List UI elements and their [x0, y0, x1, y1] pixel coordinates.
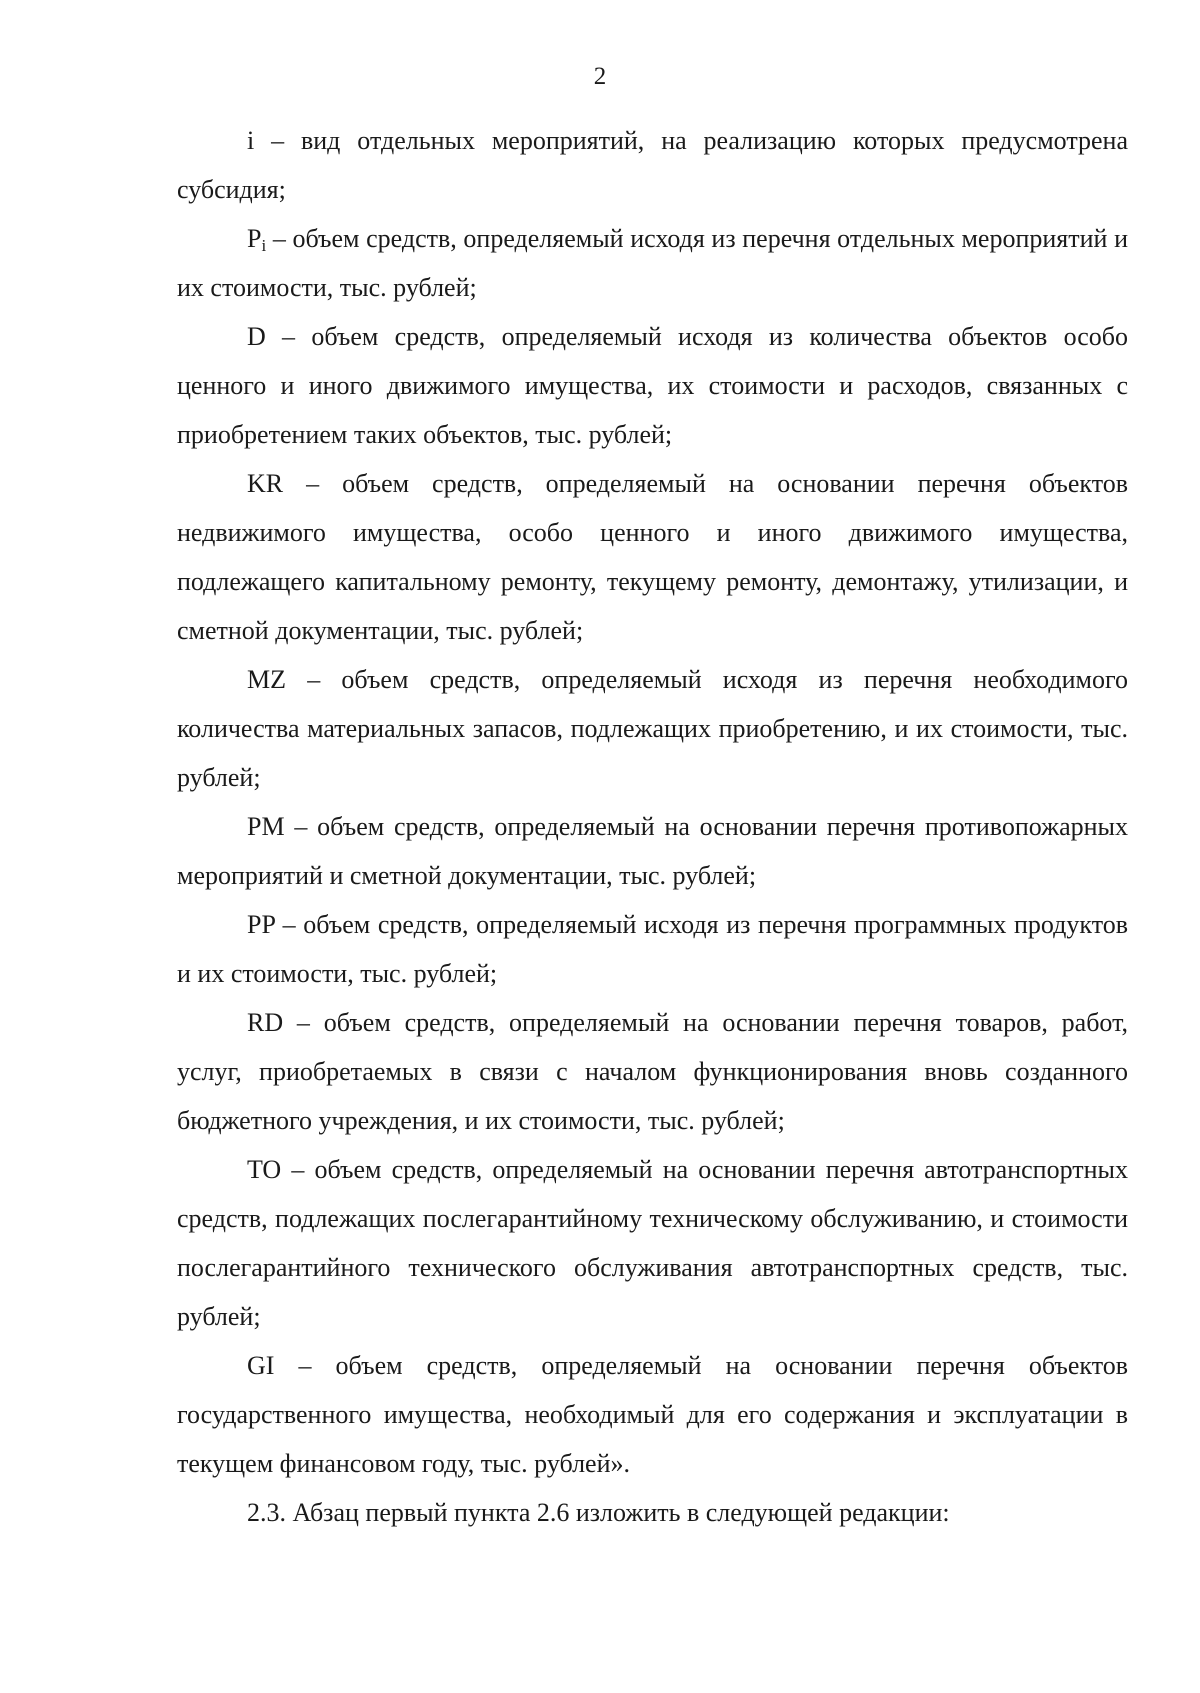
paragraph-rd-definition: RD – объем средств, определяемый на основании перечня товаров, работ, услуг, приобретаемых в связи с началом функционирования вновь созданного бюджетного учреждения, и их стоимости, тыс. рублей; [177, 1008, 1128, 1135]
page-number: 2 [593, 63, 607, 90]
subscript-i: i [261, 236, 267, 255]
paragraph-d-definition: D – объем средств, определяемый исходя из количества объектов особо ценного и иного движимого имущества, их стоимости и расходов, связанных с приобретением таких объектов, тыс. рублей; [177, 322, 1128, 449]
paragraph-pp-definition: PP – объем средств, определяемый исходя из перечня программных продуктов и их стоимости, тыс. рублей; [177, 910, 1128, 988]
paragraph-mz-definition: MZ – объем средств, определяемый исходя из перечня необходимого количества материальных запасов, подлежащих приобретению, и их стоимости, тыс. рублей; [177, 665, 1128, 792]
symbol-p: P [247, 224, 262, 253]
document-body [177, 116, 1128, 1537]
paragraph-pi-text: – объем средств, определяемый исходя из перечня отдельных мероприятий и их стоимости, тыс. рублей; [177, 224, 1128, 302]
paragraph-gi-definition: GI – объем средств, определяемый на основании перечня объектов государственного имущества, необходимый для его содержания и эксплуатации в текущем финансовом году, тыс. рублей». [177, 1351, 1128, 1478]
paragraph-to-definition: TO – объем средств, определяемый на основании перечня автотранспортных средств, подлежащих послегарантийному техническому обслуживанию, и стоимости послегарантийного технического обслуживания автотранспортных средств, тыс. рублей; [177, 1155, 1128, 1331]
paragraph-i-definition: i – вид отдельных мероприятий, на реализацию которых предусмотрена субсидия; [177, 126, 1128, 204]
paragraph-kr-definition: KR – объем средств, определяемый на основании перечня объектов недвижимого имущества, особо ценного и иного движимого имущества, подлежащего капитальному ремонту, текущему ремонту, демонтажу, утилизации, и сметной документации, тыс. рублей; [177, 469, 1128, 645]
paragraph-pi-definition [177, 214, 1128, 312]
paragraph-pm-definition: PM – объем средств, определяемый на основании перечня противопожарных мероприятий и сметной документации, тыс. рублей; [177, 812, 1128, 890]
paragraph-amendment-2-3: 2.3. Абзац первый пункта 2.6 изложить в следующей редакции: [247, 1498, 950, 1527]
